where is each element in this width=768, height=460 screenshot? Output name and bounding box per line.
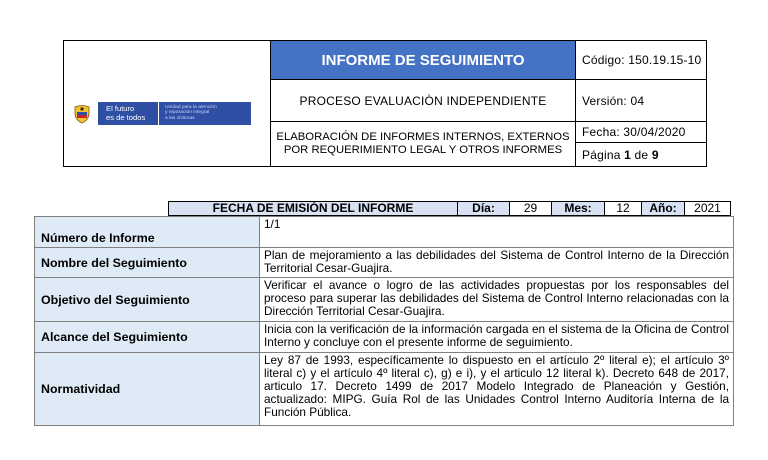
regulations-value: Ley 87 de 1993, específicamente lo dispuesto en el artículo 2º literal e); el artículo 3º literal c) y el artículo 4º literal c), g) e i), y el articulo 12 literal k). Decreto 648 de 2017, articulo 17. Decreto 1499 de 2017 Modelo Integrado de Planeación y Gestión, actualizado: MIPG. Guía Rol de las Unidades Control Interno Auditoría Interna de la Función Pública. bbox=[260, 353, 734, 426]
page-current: 1 bbox=[624, 147, 631, 162]
report-number-label: Número de Informe bbox=[35, 217, 260, 248]
table-row bbox=[35, 353, 734, 426]
logo-unit-line3: a las víctimas bbox=[165, 115, 195, 121]
month-value: 12 bbox=[605, 202, 642, 216]
logo-unit-line2: y reparación integral bbox=[165, 110, 210, 116]
logo-unit-line1: Unidad para la atención bbox=[165, 105, 217, 110]
elaboration-description: ELABORACIÓN DE INFORMES INTERNOS, EXTERNOS POR REQUERIMIENTO LEGAL Y OTROS INFORMES bbox=[271, 122, 576, 167]
table-row bbox=[35, 278, 734, 322]
logo-cell bbox=[64, 41, 271, 167]
report-number-value: 1/1 bbox=[260, 217, 734, 248]
coat-of-arms-icon bbox=[72, 104, 92, 124]
tracking-name-value: Plan de mejoramiento a las debilidades del Sistema de Control Interno de la Dirección Territorial Cesar-Guajira. bbox=[260, 248, 734, 278]
table-row bbox=[35, 248, 734, 278]
year-label: Año: bbox=[642, 202, 685, 216]
logo-unit-name bbox=[159, 102, 251, 125]
regulations-label: Normatividad bbox=[35, 353, 260, 426]
document-header bbox=[63, 40, 707, 167]
month-label: Mes: bbox=[552, 202, 605, 216]
report-info-table bbox=[34, 216, 734, 426]
page-total: 9 bbox=[651, 147, 659, 162]
tracking-scope-label: Alcance del Seguimiento bbox=[35, 322, 260, 353]
page-of: de bbox=[634, 147, 649, 162]
tracking-objective-label: Objetivo del Seguimiento bbox=[35, 278, 260, 322]
emission-date-label: FECHA DE EMISIÓN DEL INFORME bbox=[169, 202, 458, 216]
logo-tagline-line1: El futuro bbox=[106, 104, 135, 113]
tracking-objective-value: Verificar el avance o logro de las actividades propuestas por los responsables del proceso para superar las debilidades del Sistema de Control Interno relacionadas con la Dirección Territorial Cesar-Guajira. bbox=[260, 278, 734, 322]
tracking-name-label: Nombre del Seguimiento bbox=[35, 248, 260, 278]
table-row bbox=[35, 217, 734, 248]
document-date: Fecha: 30/04/2020 bbox=[576, 122, 707, 143]
document-code: Código: 150.19.15-10 bbox=[576, 41, 707, 80]
emission-date-bar bbox=[168, 201, 731, 216]
logo-tagline-line2: es de todos bbox=[106, 112, 146, 122]
document-title: INFORME DE SEGUIMIENTO bbox=[271, 41, 576, 80]
year-value: 2021 bbox=[685, 202, 731, 216]
document-version: Versión: 04 bbox=[576, 80, 707, 122]
process-name: PROCESO EVALUACIÒN INDEPENDIENTE bbox=[271, 80, 576, 122]
institution-logo bbox=[72, 102, 260, 125]
table-row bbox=[35, 322, 734, 353]
logo-tagline bbox=[98, 102, 158, 125]
page-prefix: Página bbox=[582, 147, 621, 162]
day-label: Día: bbox=[458, 202, 510, 216]
page-number bbox=[576, 143, 707, 167]
tracking-scope-value: Inicia con la verificación de la información cargada en el sistema de la Oficina de Control Interno y concluye con el presente informe de seguimiento. bbox=[260, 322, 734, 353]
day-value: 29 bbox=[510, 202, 552, 216]
